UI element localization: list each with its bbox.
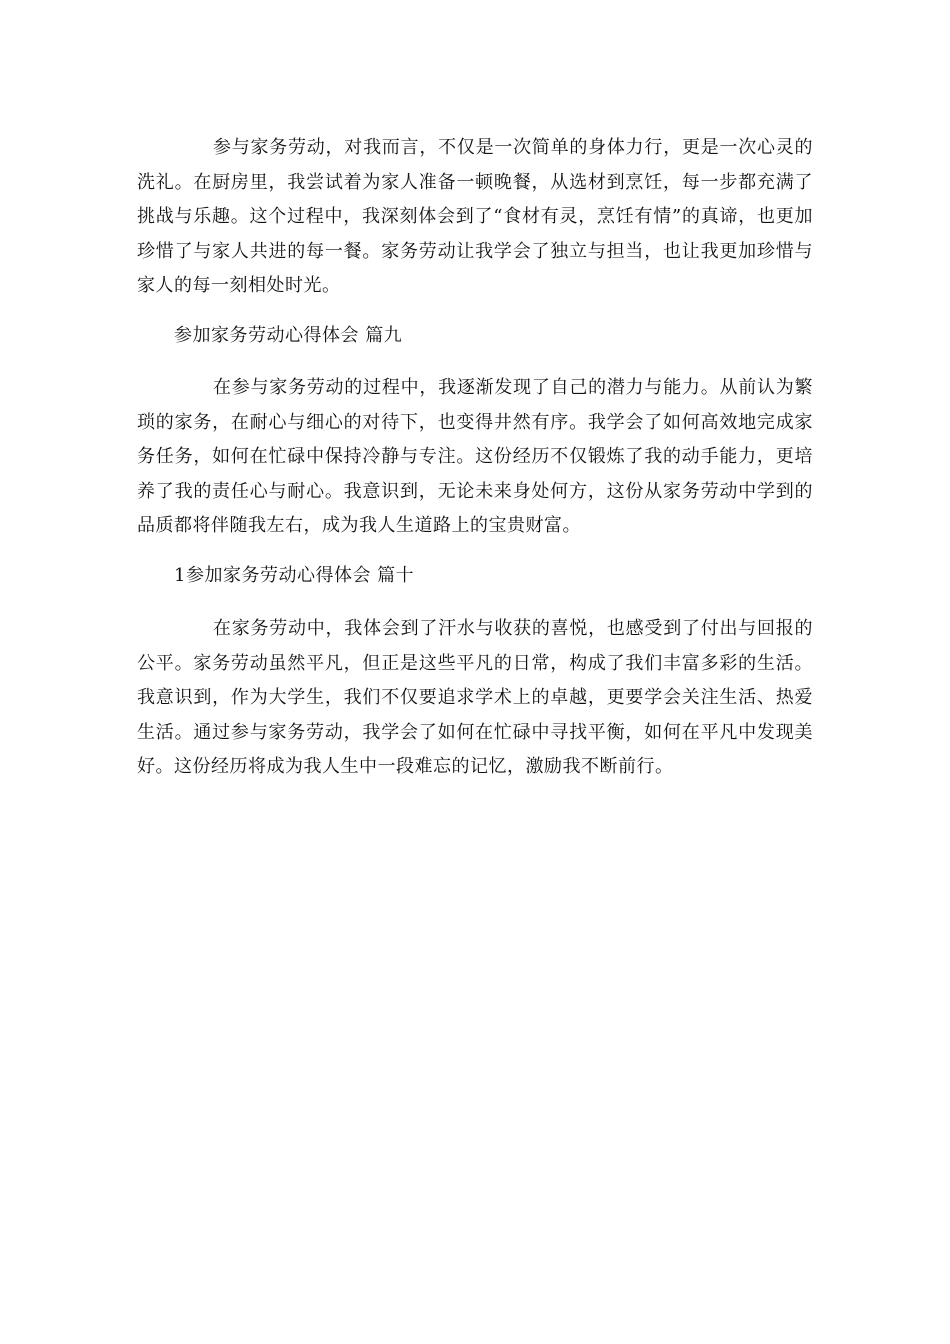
section-heading-10: 1参加家务劳动心得体会 篇十 (174, 565, 415, 586)
body-paragraph-1: 参与家务劳动，对我而言，不仅是一次简单的身体力行，更是一次心灵的洗礼。在厨房里，我尝试着为家人准备一顿晚餐，从选材到烹饪，每一步都充满了挑战与乐趣。这个过程中，我深刻体会到了“食材有灵，烹饪有情”的真谛，也更加珍惜了与家人共进的每一餐。家务劳动让我学会了独立与担当，也让我更加珍惜与家人的每一刻相处时光。 (137, 137, 813, 296)
body-paragraph-2: 在参与家务劳动的过程中，我逐渐发现了自己的潜力与能力。从前认为繁琐的家务，在耐心与细心的对待下，也变得井然有序。我学会了如何高效地完成家务任务，如何在忙碌中保持冷静与专注。这份经历不仅锻炼了我的动手能力，更培养了我的责任心与耐心。我意识到，无论未来身处何方，这份从家务劳动中学到的品质都将伴随我左右，成为我人生道路上的宝贵财富。 (137, 377, 813, 536)
body-paragraph-3: 在家务劳动中，我体会到了汗水与收获的喜悦，也感受到了付出与回报的公平。家务劳动虽然平凡，但正是这些平凡的日常，构成了我们丰富多彩的生活。我意识到，作为大学生，我们不仅要追求学术上的卓越，更要学会关注生活、热爱生活。通过参与家务劳动，我学会了如何在忙碌中寻找平衡，如何在平凡中发现美好。这份经历将成为我人生中一段难忘的记忆，激励我不断前行。 (137, 618, 813, 777)
section-heading-9: 参加家务劳动心得体会 篇九 (174, 325, 403, 346)
